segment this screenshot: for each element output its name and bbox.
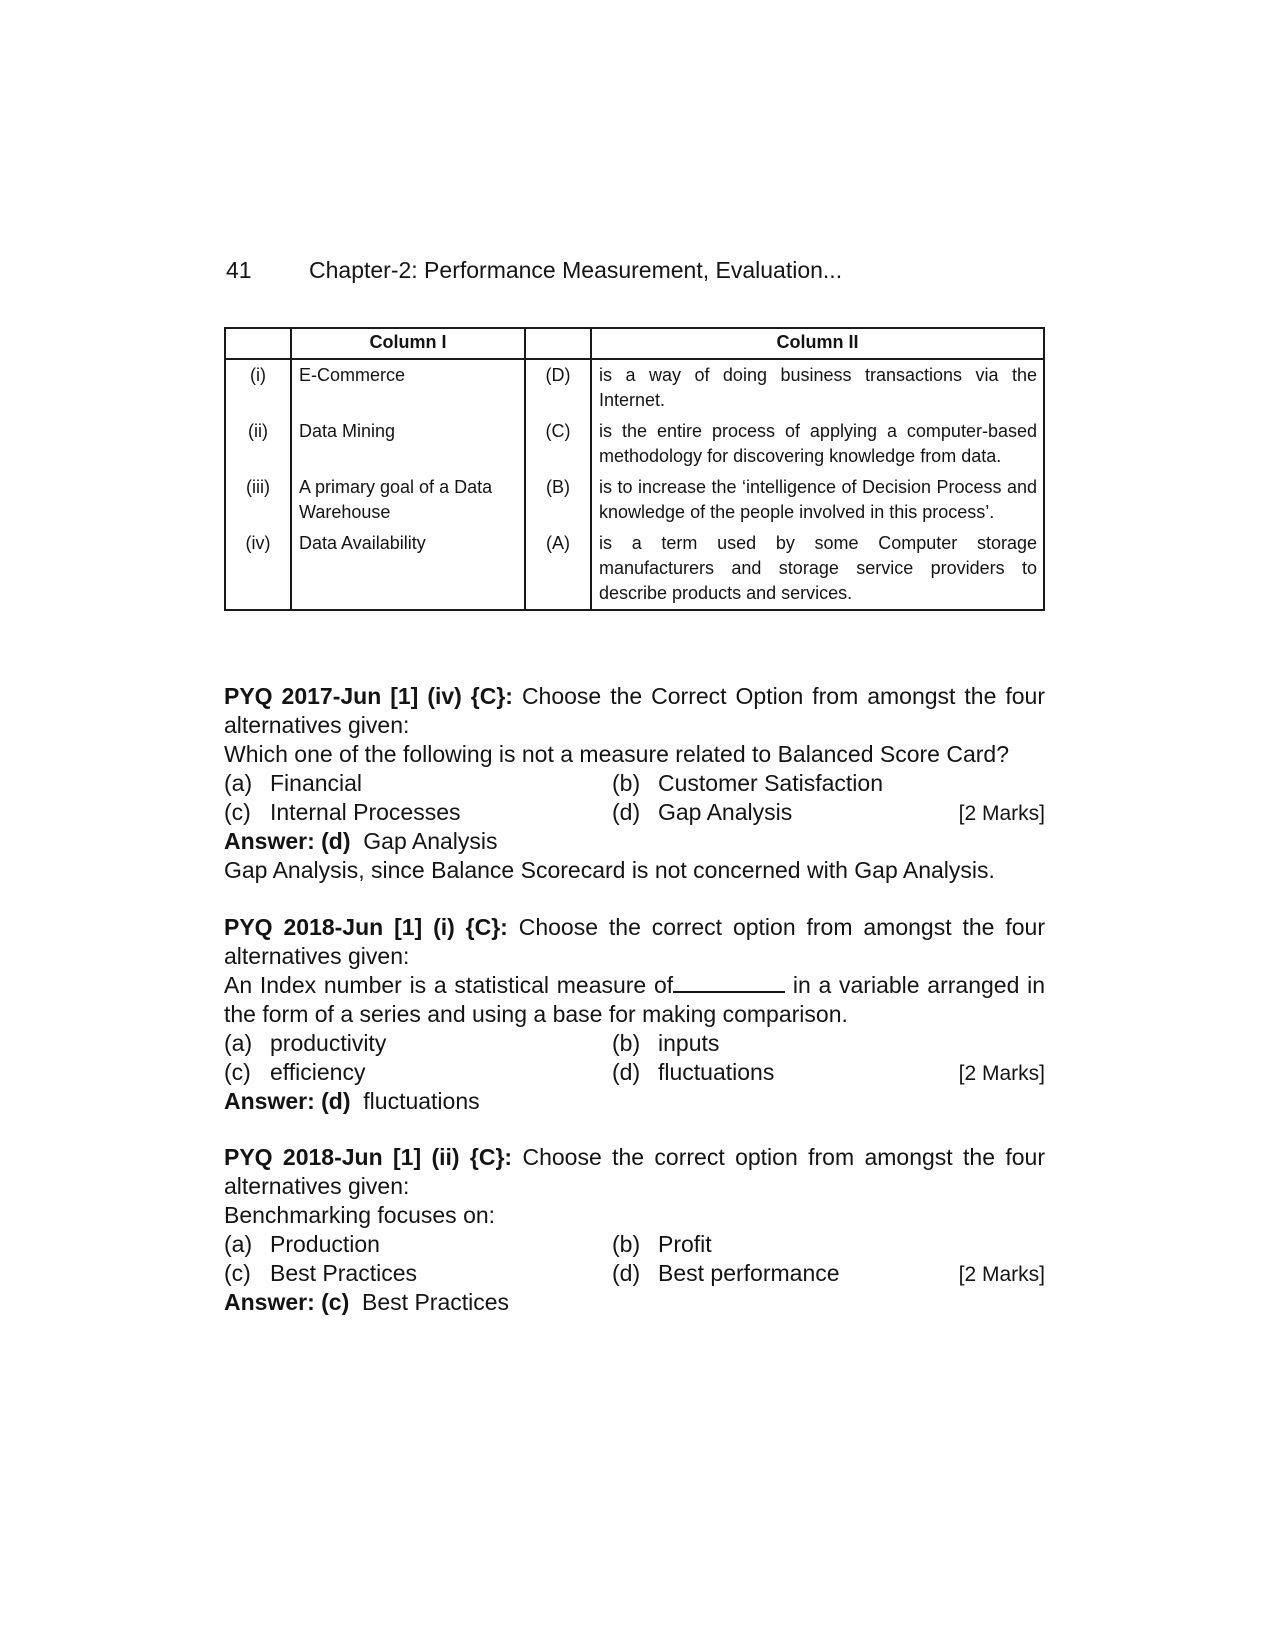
question-tag: PYQ 2017-Jun [1] (iv) {C}: — [224, 683, 513, 709]
table-header-empty — [525, 328, 591, 359]
column-ii-header: Column II — [591, 328, 1044, 359]
row-number: (iii) — [225, 472, 291, 528]
question-instruction: Choose the Correct Option from amongst the four alternatives given: — [224, 683, 1045, 738]
chapter-title: Chapter-2: Performance Measurement, Evaluation... — [309, 257, 843, 283]
option-b — [612, 1029, 719, 1058]
row-description: is a term used by some Computer storage manufacturers and storage service providers to describe products and services. — [591, 528, 1044, 610]
option-text: fluctuations — [658, 1059, 775, 1085]
table-row — [225, 528, 1044, 610]
answer-label: Answer: (c) — [224, 1289, 350, 1315]
marks-label: [2 Marks] — [958, 802, 1045, 825]
question-text-before: An Index number is a statistical measure of — [224, 972, 674, 998]
option-text: Profit — [658, 1231, 712, 1257]
row-number: (iv) — [225, 528, 291, 610]
table-row — [225, 416, 1044, 472]
option-d — [612, 1058, 774, 1087]
table-header-row — [225, 328, 1044, 359]
row-term: A primary goal of a Data Warehouse — [291, 472, 525, 528]
option-text: Gap Analysis — [658, 799, 793, 825]
option-d — [612, 1259, 840, 1288]
option-c — [224, 1058, 365, 1087]
option-label: (d) — [612, 1059, 641, 1085]
option-d — [612, 798, 792, 827]
question-instruction: Choose the correct option from amongst the four alternatives given: — [224, 1144, 1045, 1199]
table-header-empty — [225, 328, 291, 359]
row-description: is to increase the ‘intelligence of Decision Process and knowledge of the people involved in this process’. — [591, 472, 1044, 528]
question-instruction: Choose the correct option from amongst the four alternatives given: — [224, 914, 1045, 969]
option-text: inputs — [658, 1030, 720, 1056]
option-label: (a) — [224, 1231, 253, 1257]
marks-label: [2 Marks] — [958, 1062, 1045, 1085]
question-text: Benchmarking focuses on: — [224, 1202, 496, 1228]
answer-text: fluctuations — [363, 1088, 480, 1114]
row-description: is the entire process of applying a computer-based methodology for discovering knowledge from data. — [591, 416, 1044, 472]
fill-in-blank — [673, 971, 785, 993]
row-term: Data Mining — [291, 416, 525, 472]
option-text: Best Practices — [270, 1260, 417, 1286]
answer-text: Best Practices — [362, 1289, 510, 1315]
row-letter: (D) — [525, 359, 591, 416]
option-label: (c) — [224, 1260, 251, 1286]
option-text: Best performance — [658, 1260, 840, 1286]
option-b — [612, 1230, 712, 1259]
option-label: (b) — [612, 1231, 641, 1257]
option-label: (a) — [224, 770, 253, 796]
row-letter: (A) — [525, 528, 591, 610]
option-text: Customer Satisfaction — [658, 770, 883, 796]
option-label: (c) — [224, 1059, 251, 1085]
row-number: (i) — [225, 359, 291, 416]
question-stem — [224, 1143, 1045, 1201]
options — [224, 1029, 1045, 1087]
table-row — [225, 472, 1044, 528]
question-text-after: in a variable arranged in the form of a series and using a base for making comparison. — [224, 972, 1045, 1027]
answer-line — [224, 1087, 1045, 1116]
question-text: Which one of the following is not a measure related to Balanced Score Card? — [224, 741, 1009, 767]
matching-table — [224, 327, 1045, 611]
marks-label: [2 Marks] — [958, 1263, 1045, 1286]
option-label: (b) — [612, 770, 641, 796]
row-letter: (C) — [525, 416, 591, 472]
option-a — [224, 1230, 380, 1259]
answer-explanation: Gap Analysis, since Balance Scorecard is not concerned with Gap Analysis. — [224, 857, 995, 883]
question-block — [224, 1143, 1045, 1317]
question-block — [224, 913, 1045, 1116]
option-text: Production — [270, 1231, 380, 1257]
option-c — [224, 1259, 417, 1288]
row-term: Data Availability — [291, 528, 525, 610]
option-text: efficiency — [270, 1059, 366, 1085]
option-label: (d) — [612, 1260, 641, 1286]
row-term: E-Commerce — [291, 359, 525, 416]
option-label: (b) — [612, 1030, 641, 1056]
option-text: Financial — [270, 770, 363, 796]
option-label: (c) — [224, 799, 251, 825]
answer-line — [224, 827, 1045, 856]
option-text: Internal Processes — [270, 799, 461, 825]
option-text: productivity — [270, 1030, 387, 1056]
option-a — [224, 769, 362, 798]
answer-text: Gap Analysis — [363, 828, 498, 854]
column-i-header: Column I — [291, 328, 525, 359]
row-number: (ii) — [225, 416, 291, 472]
option-a — [224, 1029, 386, 1058]
option-label: (d) — [612, 799, 641, 825]
question-text — [224, 971, 1045, 1029]
answer-label: Answer: (d) — [224, 1088, 351, 1114]
question-block — [224, 682, 1045, 885]
options — [224, 1230, 1045, 1288]
page-number: 41 — [226, 257, 252, 283]
question-tag: PYQ 2018-Jun [1] (i) {C}: — [224, 914, 508, 940]
option-c — [224, 798, 460, 827]
options — [224, 769, 1045, 827]
answer-label: Answer: (d) — [224, 828, 351, 854]
page-header — [0, 257, 1275, 287]
question-stem — [224, 913, 1045, 971]
table-row — [225, 359, 1044, 416]
row-letter: (B) — [525, 472, 591, 528]
row-description: is a way of doing business transactions via the Internet. — [591, 359, 1044, 416]
question-tag: PYQ 2018-Jun [1] (ii) {C}: — [224, 1144, 513, 1170]
question-stem — [224, 682, 1045, 740]
option-label: (a) — [224, 1030, 253, 1056]
option-b — [612, 769, 883, 798]
answer-line — [224, 1288, 1045, 1317]
